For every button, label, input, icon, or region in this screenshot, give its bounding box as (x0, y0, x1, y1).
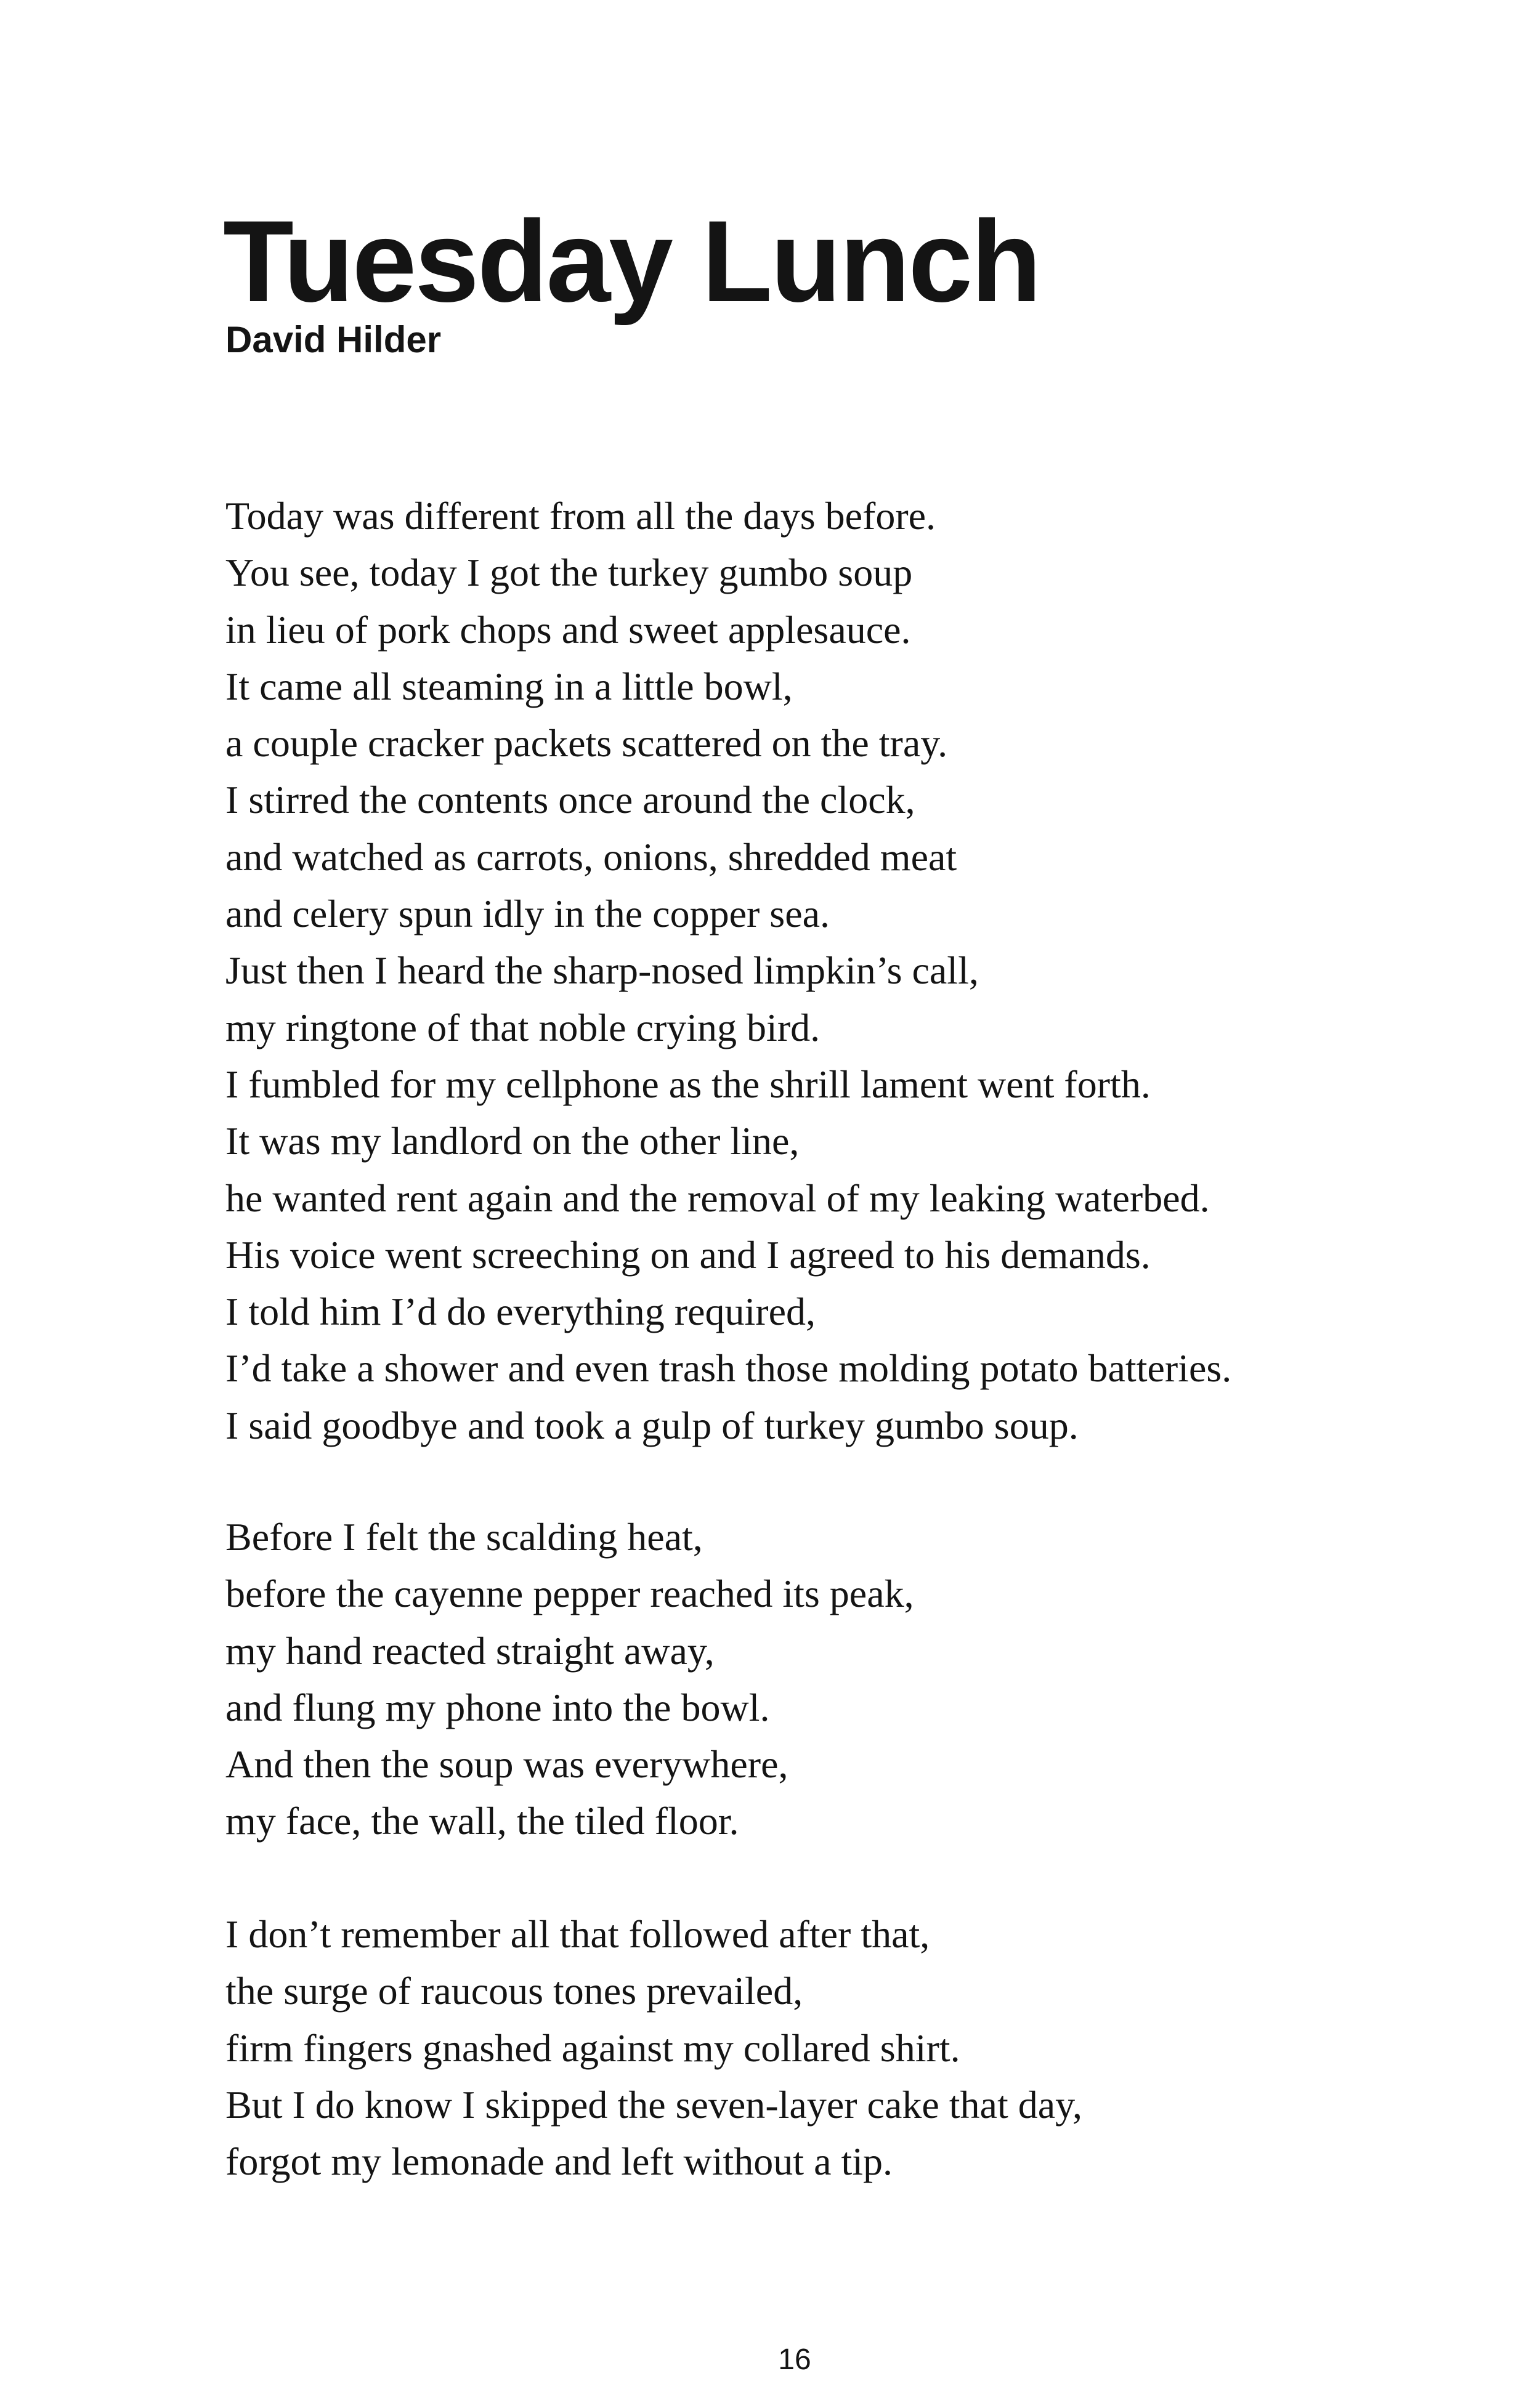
poem-line: His voice went screeching on and I agreed to his demands. (225, 1232, 1151, 1277)
poem-line: Just then I heard the sharp-nosed limpkin’s call, (225, 948, 979, 993)
poem-title: Tuesday Lunch (223, 196, 1040, 326)
poem-line: and watched as carrots, onions, shredded meat (225, 834, 957, 879)
stanza-1 (225, 488, 1231, 1454)
poem-line: my ringtone of that noble crying bird. (225, 1005, 821, 1049)
poem-line: I said goodbye and took a gulp of turkey gumbo soup. (225, 1403, 1079, 1447)
poem-line: You see, today I got the turkey gumbo soup (225, 551, 913, 595)
poem-line: a couple cracker packets scattered on the tray. (225, 721, 948, 766)
poem-line: firm fingers gnashed against my collared shirt. (225, 2026, 960, 2070)
poem-line: forgot my lemonade and left without a tip. (225, 2139, 893, 2184)
poem-line: my hand reacted straight away, (225, 1628, 715, 1673)
poem-line: he wanted rent again and the removal of my leaking waterbed. (225, 1176, 1210, 1220)
poem-line: But I do know I skipped the seven-layer cake that day, (225, 2082, 1082, 2127)
poem-line: I don’t remember all that followed after that, (225, 1912, 930, 1956)
stanza-3 (225, 1906, 1082, 2190)
poem-author: David Hilder (225, 319, 442, 360)
poem-line: Today was different from all the days before. (225, 494, 936, 538)
poem-line: and celery spun idly in the copper sea. (225, 892, 830, 936)
poem-line: I told him I’d do everything required, (225, 1290, 816, 1334)
poem-line: in lieu of pork chops and sweet applesauce. (225, 607, 911, 652)
page-number: 16 (778, 2343, 811, 2376)
stanza-2 (225, 1509, 914, 1850)
poem-line: I fumbled for my cellphone as the shrill lament went forth. (225, 1062, 1151, 1106)
poem-line: It was my landlord on the other line, (225, 1119, 800, 1163)
poem-line: the surge of raucous tones prevailed, (225, 1969, 803, 2013)
poem-line: And then the soup was everywhere, (225, 1742, 788, 1787)
poem-line: my face, the wall, the tiled floor. (225, 1799, 739, 1843)
poem-line: Before I felt the scalding heat, (225, 1515, 703, 1559)
poem-line: and flung my phone into the bowl. (225, 1685, 770, 1729)
poem-line: I stirred the contents once around the clock, (225, 778, 915, 822)
poem-line: I’d take a shower and even trash those molding potato batteries. (225, 1346, 1232, 1391)
poem-line: before the cayenne pepper reached its peak, (225, 1572, 914, 1616)
poem-line: It came all steaming in a little bowl, (225, 664, 793, 708)
